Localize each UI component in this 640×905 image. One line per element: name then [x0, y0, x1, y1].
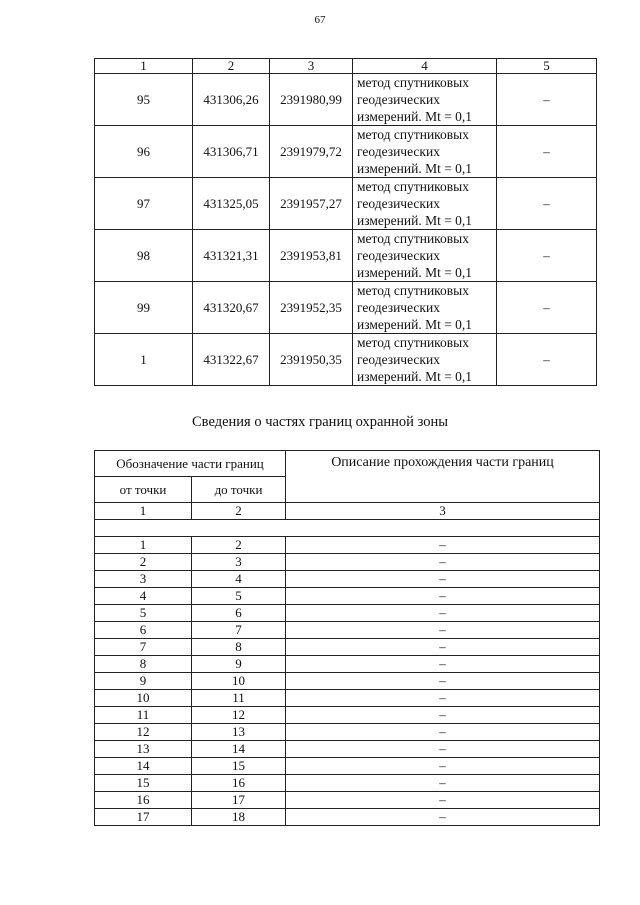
method-line: метод спутниковых [357, 283, 469, 298]
to-point-cell: 4 [192, 571, 286, 588]
method-line: метод спутниковых [357, 127, 469, 142]
method-line: геодезических [357, 144, 440, 159]
accuracy-dash-cell: – [497, 178, 597, 230]
x-coordinate-cell: 431306,26 [193, 74, 270, 126]
accuracy-dash-cell: – [497, 282, 597, 334]
to-point-cell: 7 [192, 622, 286, 639]
description-cell: – [286, 554, 600, 571]
method-cell [353, 74, 497, 126]
description-cell: – [286, 656, 600, 673]
accuracy-dash-cell: – [497, 334, 597, 386]
method-line: геодезических [357, 248, 440, 263]
from-point-cell: 13 [95, 741, 192, 758]
from-point-cell: 12 [95, 724, 192, 741]
description-cell: – [286, 707, 600, 724]
to-point-cell: 6 [192, 605, 286, 622]
column-number: 2 [193, 59, 270, 74]
column-number: 5 [497, 59, 597, 74]
section-title: Сведения о частях границ охранной зоны [192, 414, 448, 430]
from-point-cell: 11 [95, 707, 192, 724]
table-row [95, 588, 600, 605]
from-point-cell: 4 [95, 588, 192, 605]
from-point-cell: 9 [95, 673, 192, 690]
table-row [95, 571, 600, 588]
from-point-cell: 14 [95, 758, 192, 775]
table-row [95, 537, 600, 554]
x-coordinate-cell: 431320,67 [193, 282, 270, 334]
to-point-cell: 3 [192, 554, 286, 571]
from-point-cell: 8 [95, 656, 192, 673]
blank-cell [95, 520, 600, 537]
method-line: геодезических [357, 300, 440, 315]
y-coordinate-cell: 2391953,81 [270, 230, 353, 282]
table-row [95, 282, 597, 334]
table-row [95, 605, 600, 622]
to-point-cell: 12 [192, 707, 286, 724]
description-cell: – [286, 673, 600, 690]
from-point-cell: 16 [95, 792, 192, 809]
page-number: 67 [314, 14, 326, 26]
header-to-cell: до точки [192, 477, 286, 503]
column-number: 1 [95, 59, 193, 74]
method-line: геодезических [357, 196, 440, 211]
table-row [95, 741, 600, 758]
table-row [95, 178, 597, 230]
to-point-cell: 5 [192, 588, 286, 605]
x-coordinate-cell: 431321,31 [193, 230, 270, 282]
method-line: измерений. Mt = 0,1 [357, 369, 473, 384]
boundary-parts-table [94, 450, 600, 826]
description-cell: – [286, 537, 600, 554]
to-point-cell: 13 [192, 724, 286, 741]
x-coordinate-cell: 431322,67 [193, 334, 270, 386]
point-cell: 96 [95, 126, 193, 178]
method-line: измерений. Mt = 0,1 [357, 109, 473, 124]
point-cell: 97 [95, 178, 193, 230]
table-row [95, 707, 600, 724]
description-cell: – [286, 792, 600, 809]
header-description-cell: Описание прохождения части границ [286, 451, 600, 503]
column-number-row [95, 503, 600, 520]
from-point-cell: 7 [95, 639, 192, 656]
description-cell: – [286, 571, 600, 588]
table-row [95, 334, 597, 386]
method-line: геодезических [357, 352, 440, 367]
point-cell: 1 [95, 334, 193, 386]
method-line: измерений. Mt = 0,1 [357, 213, 473, 228]
point-cell: 99 [95, 282, 193, 334]
method-cell [353, 230, 497, 282]
description-cell: – [286, 724, 600, 741]
table-row [95, 758, 600, 775]
description-cell: – [286, 775, 600, 792]
description-cell: – [286, 605, 600, 622]
header-from-cell: от точки [95, 477, 192, 503]
y-coordinate-cell: 2391957,27 [270, 178, 353, 230]
table-row [95, 639, 600, 656]
description-cell: – [286, 809, 600, 826]
table-row [95, 809, 600, 826]
description-cell: – [286, 639, 600, 656]
table-row [95, 656, 600, 673]
to-point-cell: 17 [192, 792, 286, 809]
table-row [95, 775, 600, 792]
table-row [95, 622, 600, 639]
table-row [95, 230, 597, 282]
column-number-row [95, 59, 597, 74]
to-point-cell: 10 [192, 673, 286, 690]
accuracy-dash-cell: – [497, 74, 597, 126]
header-row [95, 451, 600, 477]
from-point-cell: 3 [95, 571, 192, 588]
from-point-cell: 15 [95, 775, 192, 792]
to-point-cell: 9 [192, 656, 286, 673]
to-point-cell: 2 [192, 537, 286, 554]
point-cell: 95 [95, 74, 193, 126]
to-point-cell: 18 [192, 809, 286, 826]
from-point-cell: 6 [95, 622, 192, 639]
method-line: метод спутниковых [357, 335, 469, 350]
table-row [95, 74, 597, 126]
method-line: геодезических [357, 92, 440, 107]
y-coordinate-cell: 2391950,35 [270, 334, 353, 386]
from-point-cell: 10 [95, 690, 192, 707]
table-row [95, 554, 600, 571]
column-number: 2 [192, 503, 286, 520]
to-point-cell: 8 [192, 639, 286, 656]
to-point-cell: 15 [192, 758, 286, 775]
method-cell [353, 126, 497, 178]
method-line: метод спутниковых [357, 75, 469, 90]
from-point-cell: 2 [95, 554, 192, 571]
method-line: измерений. Mt = 0,1 [357, 265, 473, 280]
from-point-cell: 5 [95, 605, 192, 622]
from-point-cell: 1 [95, 537, 192, 554]
description-cell: – [286, 622, 600, 639]
to-point-cell: 14 [192, 741, 286, 758]
column-number: 3 [270, 59, 353, 74]
table-row [95, 792, 600, 809]
y-coordinate-cell: 2391952,35 [270, 282, 353, 334]
column-number: 3 [286, 503, 600, 520]
from-point-cell: 17 [95, 809, 192, 826]
table-row [95, 724, 600, 741]
description-cell: – [286, 741, 600, 758]
method-line: измерений. Mt = 0,1 [357, 317, 473, 332]
method-line: метод спутниковых [357, 231, 469, 246]
table-row [95, 126, 597, 178]
accuracy-dash-cell: – [497, 230, 597, 282]
column-number: 4 [353, 59, 497, 74]
y-coordinate-cell: 2391979,72 [270, 126, 353, 178]
x-coordinate-cell: 431325,05 [193, 178, 270, 230]
description-cell: – [286, 588, 600, 605]
blank-row [95, 520, 600, 537]
table-row [95, 673, 600, 690]
method-cell [353, 178, 497, 230]
description-cell: – [286, 758, 600, 775]
method-line: измерений. Mt = 0,1 [357, 161, 473, 176]
method-line: метод спутниковых [357, 179, 469, 194]
table-row [95, 690, 600, 707]
column-number: 1 [95, 503, 192, 520]
point-cell: 98 [95, 230, 193, 282]
method-cell [353, 282, 497, 334]
to-point-cell: 16 [192, 775, 286, 792]
description-cell: – [286, 690, 600, 707]
header-group-cell: Обозначение части границ [95, 451, 286, 477]
method-cell [353, 334, 497, 386]
x-coordinate-cell: 431306,71 [193, 126, 270, 178]
accuracy-dash-cell: – [497, 126, 597, 178]
coordinates-table [94, 58, 597, 386]
to-point-cell: 11 [192, 690, 286, 707]
y-coordinate-cell: 2391980,99 [270, 74, 353, 126]
